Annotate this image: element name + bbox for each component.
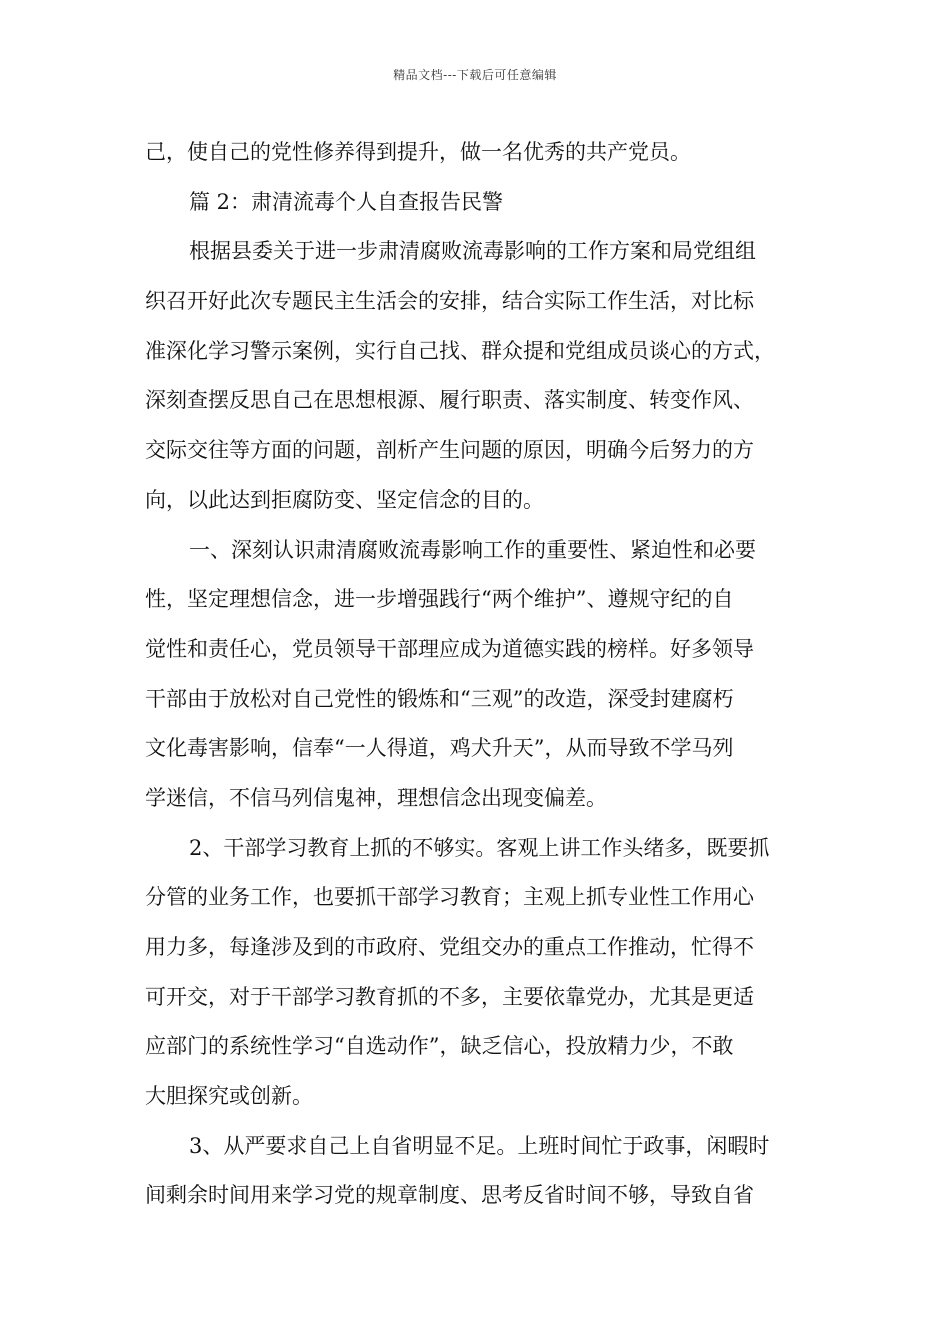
text-line: 可开交，对于干部学习教育抓的不多，主要依靠党办，尤其是更适	[145, 984, 754, 1009]
text-line: 一、深刻认识肃清腐败流毒影响工作的重要性、紧迫性和必要	[189, 537, 756, 562]
text-line: 己，使自己的党性修养得到提升，做一名优秀的共产党员。	[145, 140, 691, 164]
page-header: 精品文档---下载后可任意编辑	[393, 68, 557, 82]
text-line: 深刻查摆反思自己在思想根源、履行职责、落实制度、转变作风、	[145, 388, 754, 413]
text-line: 准深化学习警示案例，实行自己找、群众提和党组成员谈心的方式，	[145, 338, 775, 363]
text-line: 性，坚定理想信念，进一步增强践行“两个维护”、遵规守纪的自	[145, 587, 734, 612]
text-line: 2、干部学习教育上抓的不够实。客观上讲工作头绪多，既要抓	[189, 835, 770, 860]
text-line: 间剩余时间用来学习党的规章制度、思考反省时间不够，导致自省	[145, 1183, 754, 1208]
text-line: 文化毒害影响，信奉“一人得道，鸡犬升天”，从而导致不学马列	[145, 736, 734, 761]
section-heading: 篇 2：肃清流毒个人自查报告民警	[189, 189, 504, 214]
text-line: 大胆探究或创新。	[145, 1084, 313, 1109]
text-line: 用力多，每逢涉及到的市政府、党组交办的重点工作推动，忙得不	[145, 935, 754, 959]
text-line: 交际交往等方面的问题，剖析产生问题的原因，明确今后努力的方	[145, 438, 754, 463]
text-line: 3、从严要求自己上自省明显不足。上班时间忙于政事，闲暇时	[189, 1133, 770, 1158]
text-line: 织召开好此次专题民主生活会的安排，结合实际工作生活，对比标	[145, 289, 754, 314]
text-line: 干部由于放松对自己党性的锻炼和“三观”的改造，深受封建腐朽	[145, 686, 734, 711]
text-line: 分管的业务工作，也要抓干部学习教育；主观上抓专业性工作用心	[145, 885, 754, 910]
document-body	[145, 128, 813, 1221]
text-line: 觉性和责任心，党员领导干部理应成为道德实践的榜样。好多领导	[145, 636, 754, 661]
text-line: 向，以此达到拒腐防变、坚定信念的目的。	[145, 487, 544, 512]
text-line: 学迷信，不信马列信鬼神，理想信念出现变偏差。	[145, 785, 607, 810]
text-line: 根据县委关于进一步肃清腐败流毒影响的工作方案和局党组组	[189, 239, 756, 264]
text-line: 应部门的系统性学习“自选动作”，缺乏信心，投放精力少，不敢	[145, 1034, 734, 1059]
